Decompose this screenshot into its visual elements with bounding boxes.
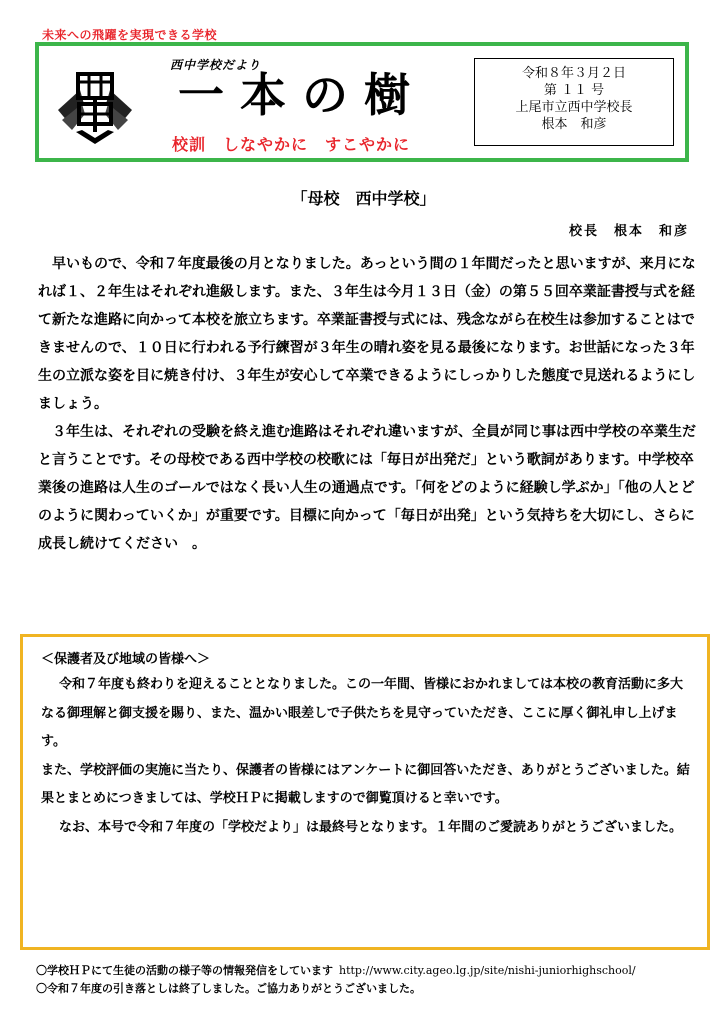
article-paragraph: ３年生は、それぞれの受験を終え進む進路はそれぞれ違いますが、全員が同じ事は西中学校の卒業生だと言うことです。その母校である西中学校の校歌には「毎日が出発だ」という歌詞があります。中学校卒業後の進路は人生のゴールではなく長い人生の通過点です。「何をどのように経験し学ぶか」「他の人とどのように関わっていくか」が重要です。目標に向かって「毎日が出発」という気持ちを大切にし、さらに成長し続けてください 。 bbox=[38, 424, 696, 552]
article-title: 「母校 西中学校」 bbox=[291, 189, 436, 208]
article-author: 校長 根本 和彦 bbox=[568, 224, 689, 239]
issue-info-box bbox=[474, 58, 674, 146]
issue-number: 第 １１ 号 bbox=[543, 83, 605, 98]
principal-name: 根本 和彦 bbox=[541, 117, 607, 132]
article-paragraph: 早いもので、令和７年度最後の月となりました。あっという間の１年間だったと思いますが、来月になれば１、２年生はそれぞれ進級します。また、３年生は今月１３日（金）の第５５回卒業証書授与式を経て新たな進路に向かって本校を旅立ちます。卒業証書授与式には、残念ながら在校生は参加することはできませんので、１０日に行われる予行練習が３年生の晴れ姿を見る最後になります。お世話になった３年生の立派な姿を目に焼き付け、３年生が安心して卒業できるようにしっかりした態度で見送れるようにしましょう。 bbox=[38, 256, 696, 412]
notice-paragraph: なお、本号で令和７年度の「学校だより」は最終号となります。１年間のご愛読ありがとうございました。 bbox=[59, 819, 682, 835]
footer bbox=[36, 962, 716, 998]
notice-paragraph: また、学校評価の実施に当たり、保護者の皆様にはアンケートに御回答いただき、ありがとうございました。結果とまとめにつきましては、学校ＨＰに掲載しますので御覧頂けると幸いです。 bbox=[41, 762, 690, 806]
notice-paragraph: 令和７年度も終わりを迎えることとなりました。この一年間、皆様におかれましては本校の教育活動に多大なる御理解と御支援を賜り、また、温かい眼差しで子供たちを見守っていただき、ここに厚く御礼申し上げます。 bbox=[41, 677, 684, 749]
school-motto: 校訓 しなやかに すこやかに bbox=[172, 135, 411, 154]
footer-line-2: 〇令和７年度の引き落としは終了しました。ご協力ありがとうございました。 bbox=[36, 982, 421, 995]
article-body bbox=[38, 250, 696, 558]
school-url-link[interactable]: http://www.city.ageo.lg.jp/site/nishi-juniorhighschool/ bbox=[339, 964, 636, 977]
tagline: 未来への飛躍を実現できる学校 bbox=[42, 28, 218, 42]
footer-hp-note: 〇学校ＨＰにて生徒の活動の様子等の情報発信をしています bbox=[36, 964, 333, 977]
school-name: 上尾市立西中学校長 bbox=[515, 100, 633, 115]
footer-line-1 bbox=[36, 962, 716, 980]
school-emblem-icon bbox=[54, 70, 136, 148]
newsletter-subtitle: 西中学校だより bbox=[170, 58, 262, 72]
issue-date: 令和８年３月２日 bbox=[521, 66, 626, 81]
notice-heading: ＜保護者及び地域の皆様へ＞ bbox=[41, 652, 211, 667]
notice-box bbox=[20, 634, 710, 950]
newsletter-title: 一本の樹 bbox=[178, 68, 426, 122]
